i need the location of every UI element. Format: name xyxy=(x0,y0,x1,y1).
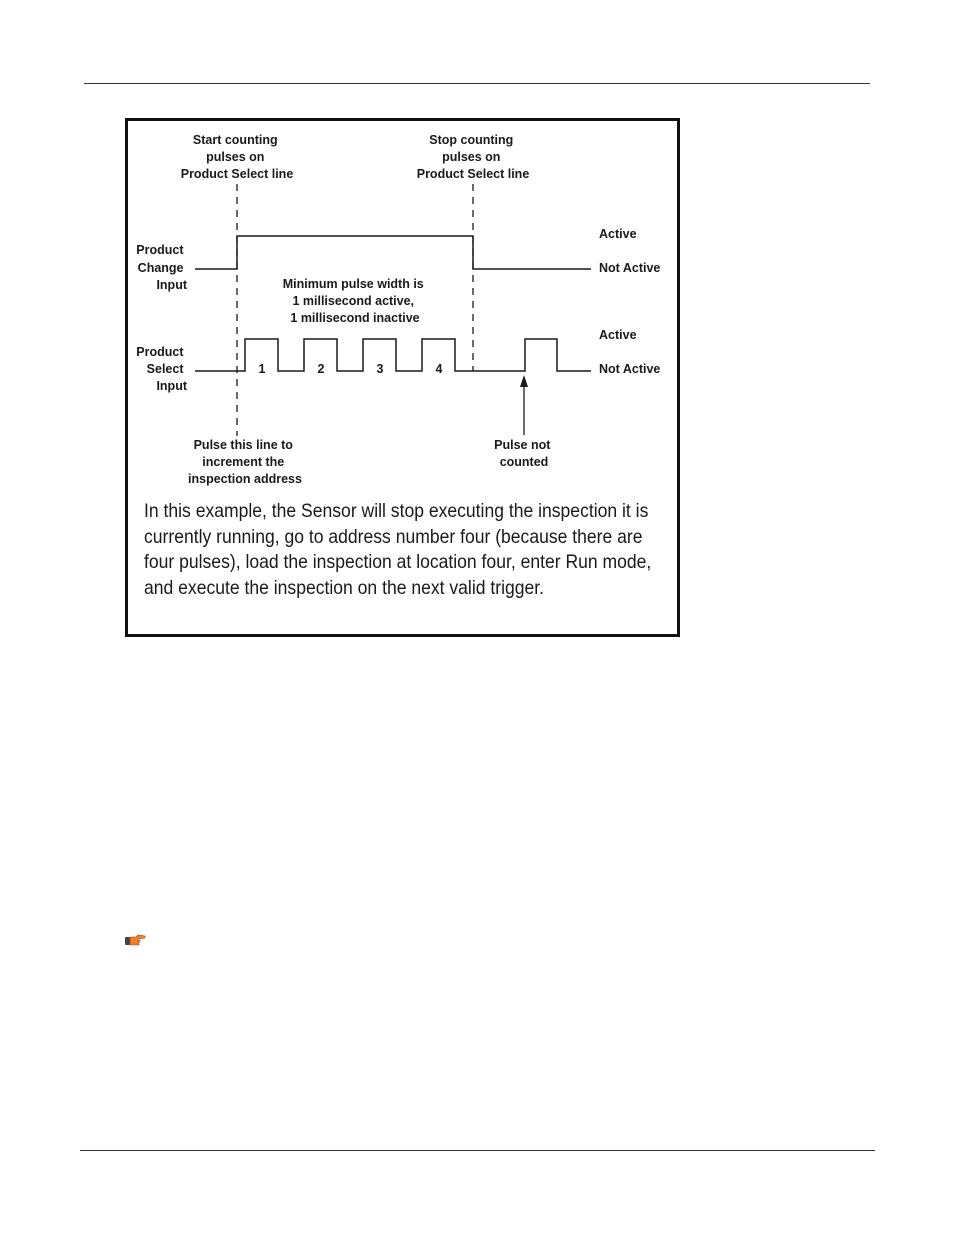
active-label-bottom: Active xyxy=(599,328,637,342)
min-pulse-line3: 1 millisecond inactive xyxy=(290,311,420,325)
not-active-label-top: Not Active xyxy=(599,261,661,275)
footer-rule xyxy=(80,1150,875,1151)
pulse-number-3: 3 xyxy=(376,362,384,376)
product-select-line1: Product xyxy=(136,345,184,359)
start-counting-label xyxy=(181,133,294,181)
product-change-line2: Change xyxy=(137,261,184,275)
pulse-number-2: 2 xyxy=(317,362,325,376)
pulse-increment-line3: inspection address xyxy=(188,472,302,486)
figure-caption: In this example, the Sensor will stop executing the inspection it is currently running, go to address number four (because there are four pulses), load the inspection at location four, enter Run mode, and execute the inspection on the next valid trigger. xyxy=(144,500,652,599)
stop-counting-line1: Stop counting xyxy=(429,133,514,147)
pulse-number-4: 4 xyxy=(435,362,443,376)
product-select-waveform xyxy=(195,339,591,371)
start-counting-line2: pulses on xyxy=(206,150,265,164)
active-label-top: Active xyxy=(599,227,637,241)
header-rule xyxy=(84,83,870,84)
pointing-hand-icon xyxy=(124,933,146,947)
timing-diagram-figure xyxy=(125,118,680,637)
pulse-not-counted-line1: Pulse not xyxy=(494,438,551,452)
product-change-line1: Product xyxy=(136,243,184,257)
not-active-label-bottom: Not Active xyxy=(599,362,661,376)
arrow-up-icon xyxy=(520,375,528,387)
stop-counting-line3: Product Select line xyxy=(416,167,530,181)
min-pulse-width-label xyxy=(283,277,427,325)
start-counting-line1: Start counting xyxy=(192,133,278,147)
product-change-input-label xyxy=(136,243,188,292)
pulse-number-1: 1 xyxy=(258,362,266,376)
pulse-increment-label xyxy=(188,438,302,486)
pulse-increment-line1: Pulse this line to xyxy=(193,438,293,452)
stop-counting-label xyxy=(417,133,530,181)
min-pulse-line1: Minimum pulse width is xyxy=(282,277,424,291)
pulse-increment-line2: increment the xyxy=(202,455,285,469)
pulse-not-counted-label xyxy=(494,438,554,469)
product-change-waveform xyxy=(195,236,591,269)
product-select-line3: Input xyxy=(156,379,187,393)
min-pulse-line2: 1 millisecond active, xyxy=(292,294,415,308)
product-select-line2: Select xyxy=(146,362,184,376)
product-select-input-label xyxy=(136,345,188,393)
product-change-line3: Input xyxy=(156,278,187,292)
stop-counting-line2: pulses on xyxy=(442,150,501,164)
start-counting-line3: Product Select line xyxy=(180,167,294,181)
pulse-not-counted-line2: counted xyxy=(499,455,549,469)
